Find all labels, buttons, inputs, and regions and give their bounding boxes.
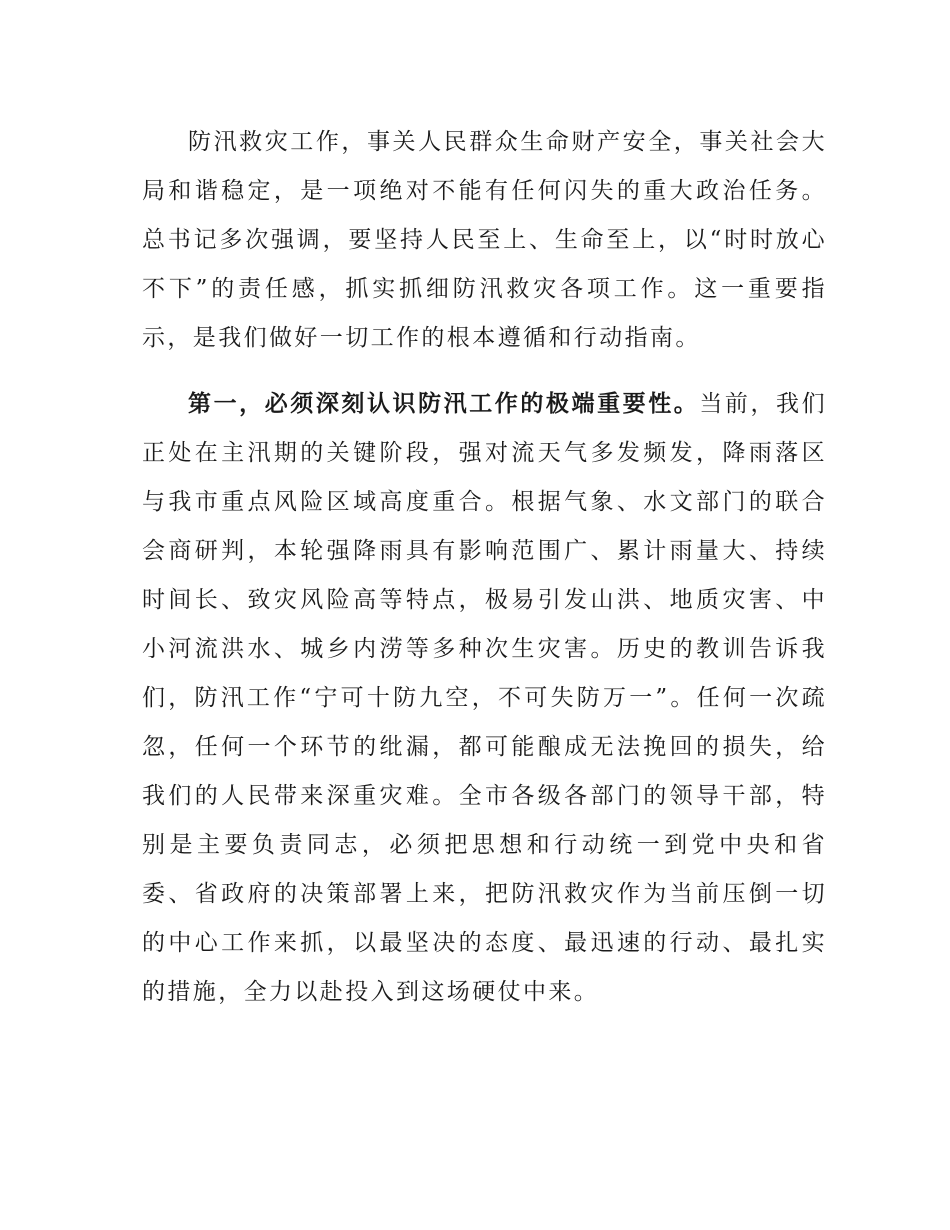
paragraph-intro-text: 防汛救灾工作，事关人民群众生命财产安全，事关社会大局和谐稳定，是一项绝对不能有任何闪失的重大政治任务。总书记多次强调，要坚持人民至上、生命至上，以“时时放心不下”的责任感，抓实抓细防汛救灾各项工作。这一重要指示，是我们做好一切工作的根本遵循和行动指南。: [142, 129, 827, 351]
paragraph-first-point-text: 当前，我们正处在主汛期的关键阶段，强对流天气多发频发，降雨落区与我市重点风险区域高度重合。根据气象、水文部门的联合会商研判，本轮强降雨具有影响范围广、累计雨量大、持续时间长、致灾风险高等特点，极易引发山洪、地质灾害、中小河流洪水、城乡内涝等多种次生灾害。历史的教训告诉我们，防汛工作“宁可十防九空，不可失防万一”。任何一次疏忽，任何一个环节的纰漏，都可能酿成无法挽回的损失，给我们的人民带来深重灾难。全市各级各部门的领导干部，特别是主要负责同志，必须把思想和行动统一到党中央和省委、省政府的决策部署上来，把防汛救灾作为当前压倒一切的中心工作来抓，以最坚决的态度、最迅速的行动、最扎实的措施，全力以赴投入到这场硬仗中来。: [142, 391, 828, 1005]
paragraph-first-point: [142, 380, 827, 1017]
paragraph-first-point-heading: 第一，必须深刻认识防汛工作的极端重要性。: [188, 391, 700, 417]
paragraph-intro: [142, 118, 827, 363]
document-page: [142, 118, 827, 1017]
